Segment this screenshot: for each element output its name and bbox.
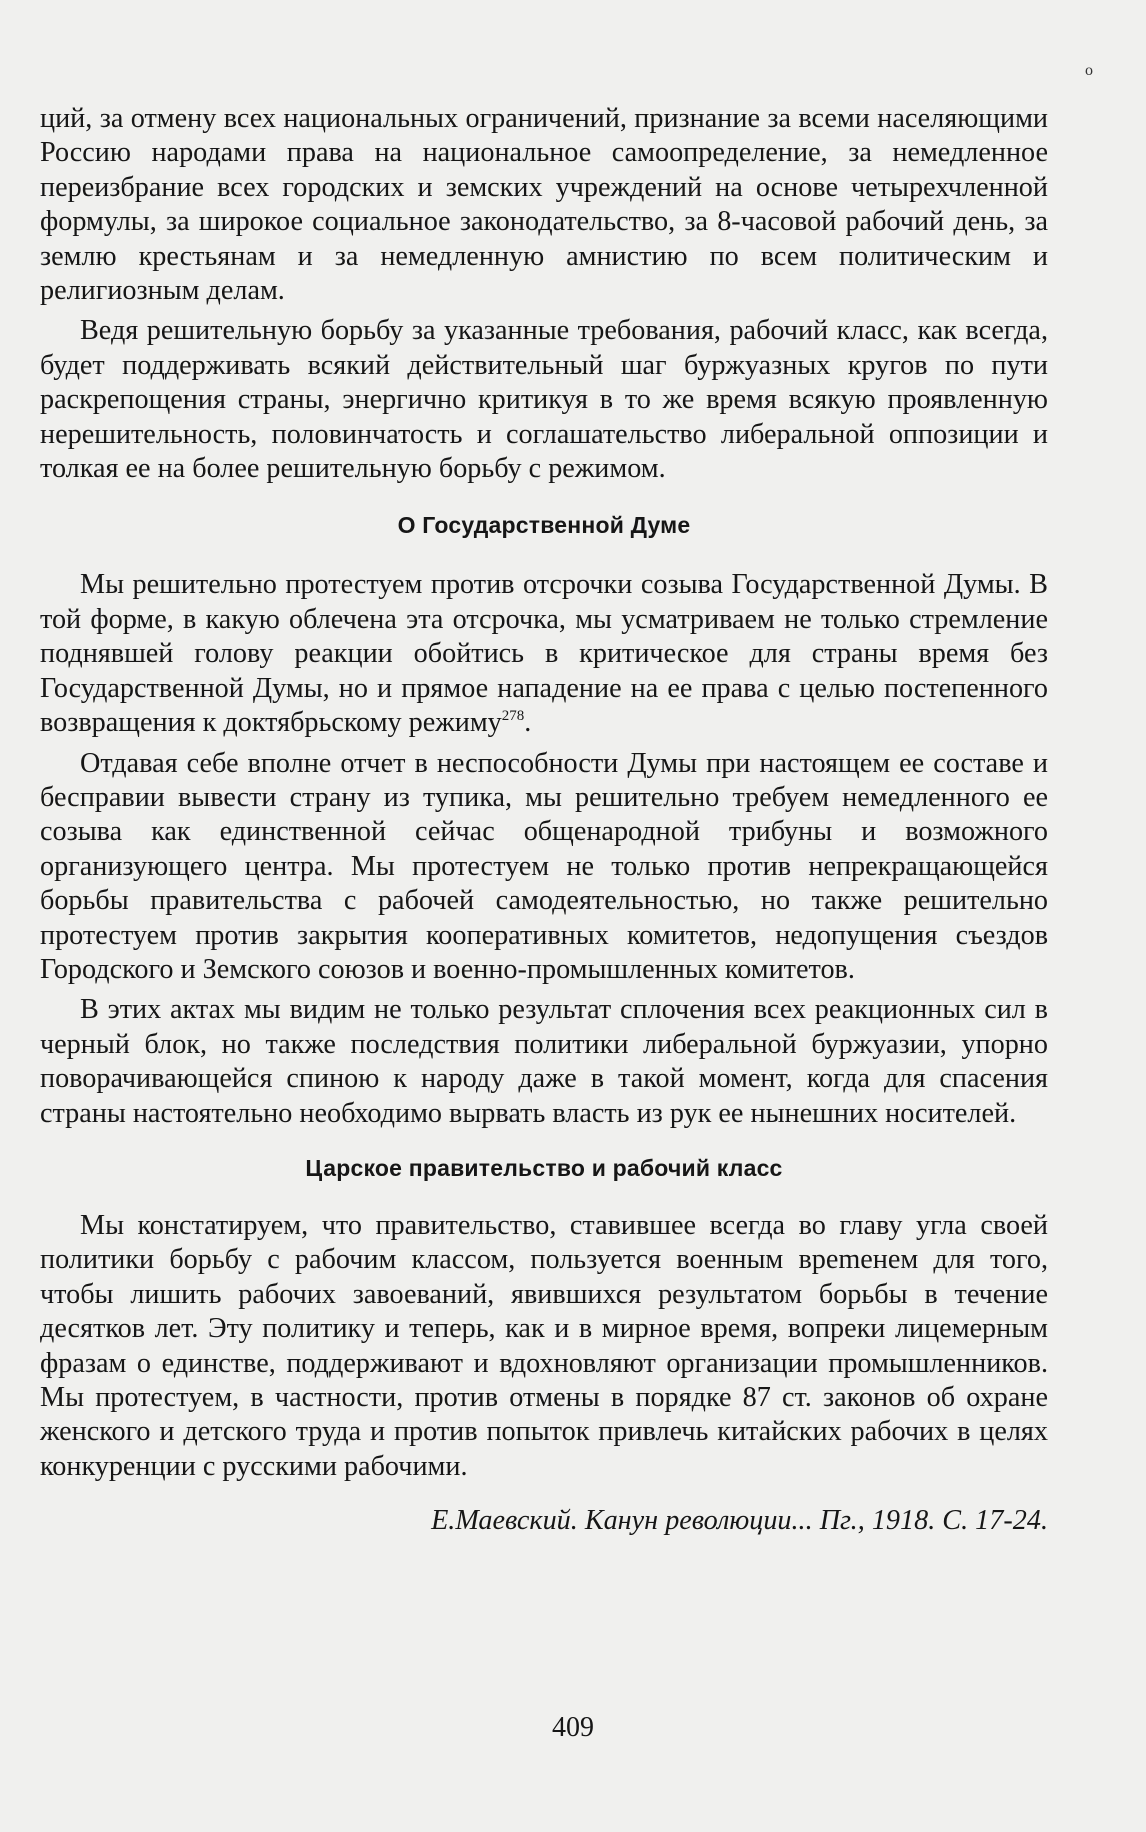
paragraph-liberal-opposition: Ведя решительную борьбу за указанные требования, рабочий класс, как всегда, будет поддерживать всякий действительный шаг буржуазных кругов по пути раскрепощения страны, энергично критикуя в то же время всякую проявленную нерешительность, половинчатость и соглашательство либеральной оппозиции и толкая ее на более решительную борьбу с режимом. xyxy=(40,315,1048,485)
section-heading-duma: О Государственной Думе xyxy=(397,512,691,539)
paragraph-duma-postponement xyxy=(40,568,1048,740)
page-number: 409 xyxy=(552,1712,594,1743)
text-block xyxy=(40,102,1048,1538)
source-citation: Е.Маевский. Канун революции... Пг., 1918. С. 17-24. xyxy=(431,1505,1048,1537)
paragraph-continued: ций, за отмену всех национальных ограничений, признание за всеми населяющими Россию народами права на национальное самоопределение, за немедленное переизбрание всех городских и земских учреждений на основе четырехчленной формулы, за широкое социальное законодательство, за 8-часовой рабочий день, за землю крестьянам и за немедленную амнистию по всем политическим и религиозным делам. xyxy=(40,103,1048,307)
section-heading-tsarist-government: Царское правительство и рабочий класс xyxy=(305,1154,783,1181)
footnote-marker: 278 xyxy=(501,708,525,725)
paragraph-black-bloc: В этих актах мы видим не только результат сплочения всех реакционных сил в черный блок, но также последствия политики либеральной буржуазии, упорно поворачивающейся спиною к народу даже в такой момент, когда для спасения страны настоятельно необходимо вырвать власть из рук ее нынешних носителей. xyxy=(40,994,1048,1129)
paragraph-duma-text: Мы решительно протестуем против отсрочки созыва Государственной Думы. В той форме, в какую облечена эта отсрочка, мы усматриваем не только стремление поднявшей голову реакции обойтись в критическое для страны время без Государственной Думы, но и прямое нападение на ее права с целью постепенного возвращения к доктябрьскому режиму xyxy=(40,569,1048,739)
corner-mark: o xyxy=(1085,62,1093,79)
paragraph-workers-gains: Мы констатируем, что правительство, ставившее всегда во главу угла своей политики борьбу с рабочим классом, пользуется военным вреmенем для того, чтобы лишить рабочих завоеваний, явившихся результатом борьбы в течение десятков лет. Эту политику и теперь, как и в мирное время, вопреки лицемерным фразам о единстве, поддерживают и вдохновляют организации промышленников. Мы протестуем, в частности, против отмены в порядке 87 ст. законов об охране женского и детского труда и против попыток привлечь китайских рабочих в целях конкуренции с русскими рабочими. xyxy=(40,1209,1048,1482)
paragraph-duma-convocation: Отдавая себе вполне отчет в неспособности Думы при настоящем ее составе и бесправии вывести страну из тупика, мы решительно требуем немедленного ее созыва как единственной сейчас общенародной трибуны и возможного организующего центра. Мы протестуем не только против непрекращающейся борьбы правительства с рабочей самодеятельностью, но также решительно протестуем против закрытия кооперативных комитетов, недопущения съездов Городского и Земского союзов и военно-промышленных комитетов. xyxy=(40,747,1048,985)
paragraph-duma-end: . xyxy=(524,707,532,739)
